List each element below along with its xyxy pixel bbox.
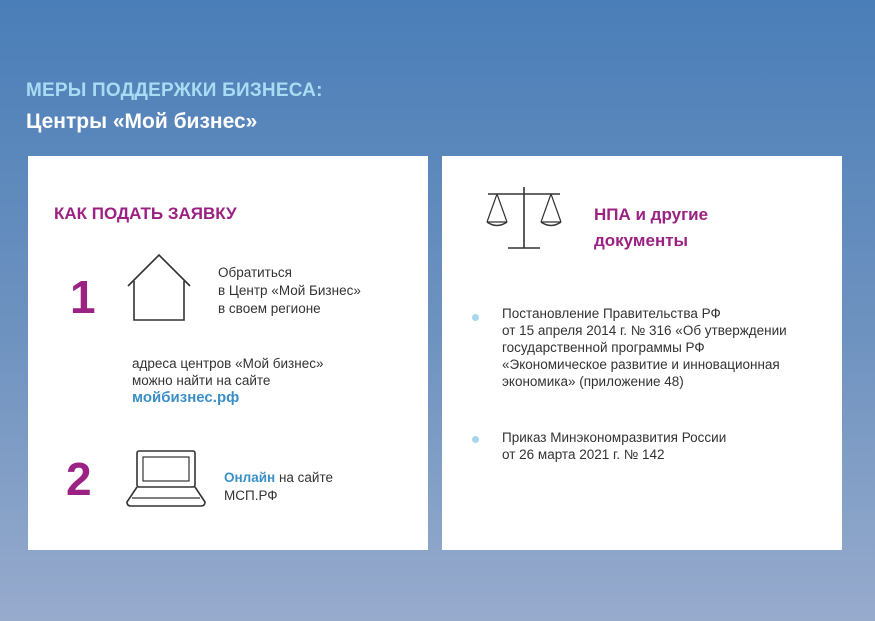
step-2-line — [224, 469, 333, 487]
bullet-icon — [472, 314, 479, 321]
step-2-number: 2 — [66, 453, 92, 505]
house-icon — [124, 252, 194, 324]
online-rest: на сайте — [275, 470, 334, 485]
documents-title — [594, 202, 708, 254]
documents-card — [442, 156, 842, 550]
step-1-number: 1 — [70, 271, 96, 323]
address-info — [132, 355, 323, 406]
document-line: государственной программы РФ — [502, 340, 705, 355]
document-item — [502, 305, 787, 390]
scales-icon — [484, 182, 564, 254]
address-line: можно найти на сайте — [132, 373, 271, 388]
documents-title-line: документы — [594, 231, 689, 250]
address-line: адреса центров «Мой бизнес» — [132, 356, 324, 371]
step-2-text — [224, 469, 333, 505]
document-line: «Экономическое развитие и инновационная — [502, 357, 780, 372]
how-to-apply-card — [28, 156, 428, 550]
page-header — [26, 80, 323, 134]
step-1-line: Обратиться — [218, 265, 292, 280]
step-1-line: в своем регионе — [218, 301, 321, 316]
header-subtitle: Центры «Мой бизнес» — [26, 110, 258, 133]
document-line: от 26 марта 2021 г. № 142 — [502, 447, 665, 462]
how-to-apply-title: КАК ПОДАТЬ ЗАЯВКУ — [54, 204, 237, 223]
document-line: Приказ Минэкономразвития России — [502, 430, 727, 445]
document-line: Постановление Правительства РФ — [502, 306, 721, 321]
documents-title-line: НПА и другие — [594, 205, 709, 224]
online-label: Онлайн — [224, 470, 276, 485]
header-title: МЕРЫ ПОДДЕРЖКИ БИЗНЕСА: — [26, 80, 323, 101]
laptop-icon — [124, 448, 208, 510]
bullet-icon — [472, 436, 479, 443]
moibiznes-link[interactable]: мойбизнес.рф — [132, 389, 240, 406]
step-1-line: в Центр «Мой Бизнес» — [218, 283, 361, 298]
document-line: от 15 апреля 2014 г. № 316 «Об утверждении — [502, 323, 787, 338]
document-line: экономика» (приложение 48) — [502, 374, 684, 389]
step-1-text — [218, 264, 361, 318]
document-item — [502, 429, 726, 463]
msp-site-link[interactable]: МСП.РФ — [224, 488, 278, 503]
